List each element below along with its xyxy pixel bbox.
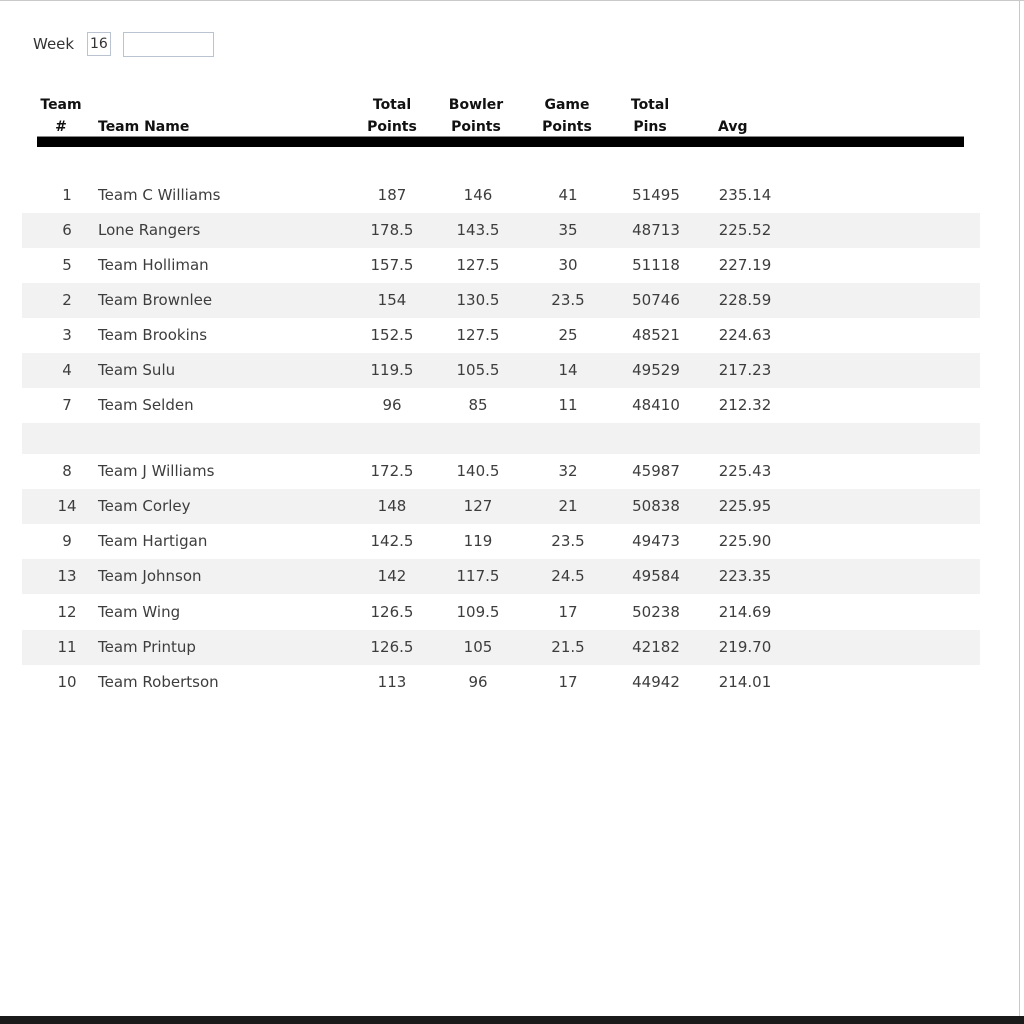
average-cell: 225.95 <box>718 497 772 515</box>
game-points-cell: 24.5 <box>551 567 585 585</box>
header-average: Avg <box>718 119 748 135</box>
table-row <box>22 353 980 388</box>
total-pins-cell: 48713 <box>632 221 680 239</box>
table-row <box>22 595 980 630</box>
total-points-cell: 187 <box>377 186 407 204</box>
header-bowler-points: Bowler Points <box>448 97 504 135</box>
bowler-points-cell: 109.5 <box>456 603 500 621</box>
average-cell: 228.59 <box>718 291 772 309</box>
team-number-cell: 6 <box>62 221 72 239</box>
average-cell: 227.19 <box>718 256 772 274</box>
table-row <box>22 489 980 524</box>
total-pins-cell: 48410 <box>632 396 680 414</box>
table-row <box>22 630 980 665</box>
header-divider <box>37 137 964 147</box>
game-points-cell: 14 <box>558 361 578 379</box>
bottom-bar <box>0 1016 1024 1024</box>
game-points-cell: 17 <box>558 603 578 621</box>
team-name-cell: Team Wing <box>98 603 181 621</box>
game-points-cell: 21 <box>558 497 578 515</box>
table-row <box>22 524 980 559</box>
game-points-cell: 32 <box>558 462 578 480</box>
total-pins-cell: 51495 <box>632 186 680 204</box>
table-row <box>22 248 980 283</box>
bowler-points-cell: 143.5 <box>456 221 500 239</box>
game-points-cell: 35 <box>558 221 578 239</box>
bowler-points-cell: 127.5 <box>456 256 500 274</box>
team-number-cell: 2 <box>62 291 72 309</box>
bowler-points-cell: 105.5 <box>456 361 500 379</box>
average-cell: 235.14 <box>718 186 772 204</box>
total-points-cell: 126.5 <box>370 603 414 621</box>
header-total-pins: Total Pins <box>630 97 670 135</box>
game-points-cell: 30 <box>558 256 578 274</box>
header-team-number: Team # <box>40 97 82 135</box>
total-points-cell: 172.5 <box>370 462 414 480</box>
average-cell: 212.32 <box>718 396 772 414</box>
total-pins-cell: 45987 <box>632 462 680 480</box>
total-pins-cell: 42182 <box>632 638 680 656</box>
team-name-cell: Team C Williams <box>98 186 221 204</box>
table-row <box>22 454 980 489</box>
average-cell: 214.69 <box>718 603 772 621</box>
team-name-cell: Team Selden <box>98 396 194 414</box>
week-label: Week <box>33 35 75 53</box>
team-name-cell: Team Corley <box>98 497 191 515</box>
bowler-points-cell: 119 <box>463 532 493 550</box>
total-pins-cell: 48521 <box>632 326 680 344</box>
team-name-cell: Team Holliman <box>98 256 209 274</box>
team-name-cell: Team J Williams <box>98 462 215 480</box>
total-pins-cell: 49529 <box>632 361 680 379</box>
total-points-cell: 157.5 <box>370 256 414 274</box>
bowler-points-cell: 96 <box>468 673 488 691</box>
total-points-cell: 113 <box>377 673 407 691</box>
total-pins-cell: 49473 <box>632 532 680 550</box>
table-row <box>22 178 980 213</box>
game-points-cell: 25 <box>558 326 578 344</box>
total-points-cell: 148 <box>377 497 407 515</box>
team-number-cell: 14 <box>57 497 77 515</box>
table-row <box>22 213 980 248</box>
table-row <box>22 283 980 318</box>
table-row <box>22 559 980 594</box>
team-number-cell: 8 <box>62 462 72 480</box>
bowler-points-cell: 127 <box>463 497 493 515</box>
team-number-cell: 5 <box>62 256 72 274</box>
game-points-cell: 41 <box>558 186 578 204</box>
game-points-cell: 11 <box>558 396 578 414</box>
total-points-cell: 119.5 <box>370 361 414 379</box>
team-number-cell: 10 <box>57 673 77 691</box>
total-pins-cell: 50838 <box>632 497 680 515</box>
average-cell: 219.70 <box>718 638 772 656</box>
team-name-cell: Team Printup <box>98 638 196 656</box>
team-number-cell: 9 <box>62 532 72 550</box>
average-cell: 225.90 <box>718 532 772 550</box>
total-points-cell: 178.5 <box>370 221 414 239</box>
header-total-points: Total Points <box>367 97 417 135</box>
game-points-cell: 23.5 <box>551 291 585 309</box>
week-number-field[interactable]: 16 <box>87 32 111 56</box>
game-points-cell: 23.5 <box>551 532 585 550</box>
average-cell: 224.63 <box>718 326 772 344</box>
top-border <box>0 0 1024 1</box>
total-points-cell: 154 <box>377 291 407 309</box>
team-name-cell: Team Brookins <box>98 326 208 344</box>
total-pins-cell: 51118 <box>632 256 680 274</box>
team-number-cell: 3 <box>62 326 72 344</box>
team-name-cell: Team Robertson <box>98 673 219 691</box>
bowler-points-cell: 85 <box>468 396 488 414</box>
right-border <box>1019 0 1020 1018</box>
bowler-points-cell: 117.5 <box>456 567 500 585</box>
division-separator-row <box>22 423 980 454</box>
table-row <box>22 388 980 423</box>
table-row <box>22 665 980 700</box>
total-pins-cell: 50238 <box>632 603 680 621</box>
team-number-cell: 7 <box>62 396 72 414</box>
team-number-cell: 11 <box>57 638 77 656</box>
bowler-points-cell: 140.5 <box>456 462 500 480</box>
team-number-cell: 4 <box>62 361 72 379</box>
bowler-points-cell: 130.5 <box>456 291 500 309</box>
average-cell: 225.52 <box>718 221 772 239</box>
team-name-cell: Lone Rangers <box>98 221 201 239</box>
team-name-cell: Team Hartigan <box>98 532 208 550</box>
team-number-cell: 1 <box>62 186 72 204</box>
total-points-cell: 142 <box>377 567 407 585</box>
total-points-cell: 142.5 <box>370 532 414 550</box>
team-number-cell: 13 <box>57 567 77 585</box>
game-points-cell: 21.5 <box>551 638 585 656</box>
team-name-cell: Team Sulu <box>98 361 176 379</box>
week-text-input[interactable] <box>123 32 214 57</box>
total-points-cell: 126.5 <box>370 638 414 656</box>
total-pins-cell: 50746 <box>632 291 680 309</box>
team-name-cell: Team Brownlee <box>98 291 213 309</box>
average-cell: 223.35 <box>718 567 772 585</box>
total-points-cell: 96 <box>382 396 402 414</box>
average-cell: 214.01 <box>718 673 772 691</box>
header-team-name: Team Name <box>98 119 190 135</box>
bowler-points-cell: 127.5 <box>456 326 500 344</box>
total-pins-cell: 49584 <box>632 567 680 585</box>
table-row <box>22 318 980 353</box>
total-pins-cell: 44942 <box>632 673 680 691</box>
team-name-cell: Team Johnson <box>98 567 202 585</box>
game-points-cell: 17 <box>558 673 578 691</box>
bowler-points-cell: 146 <box>463 186 493 204</box>
bowler-points-cell: 105 <box>463 638 493 656</box>
average-cell: 217.23 <box>718 361 772 379</box>
team-number-cell: 12 <box>57 603 77 621</box>
header-game-points: Game Points <box>542 97 592 135</box>
average-cell: 225.43 <box>718 462 772 480</box>
total-points-cell: 152.5 <box>370 326 414 344</box>
